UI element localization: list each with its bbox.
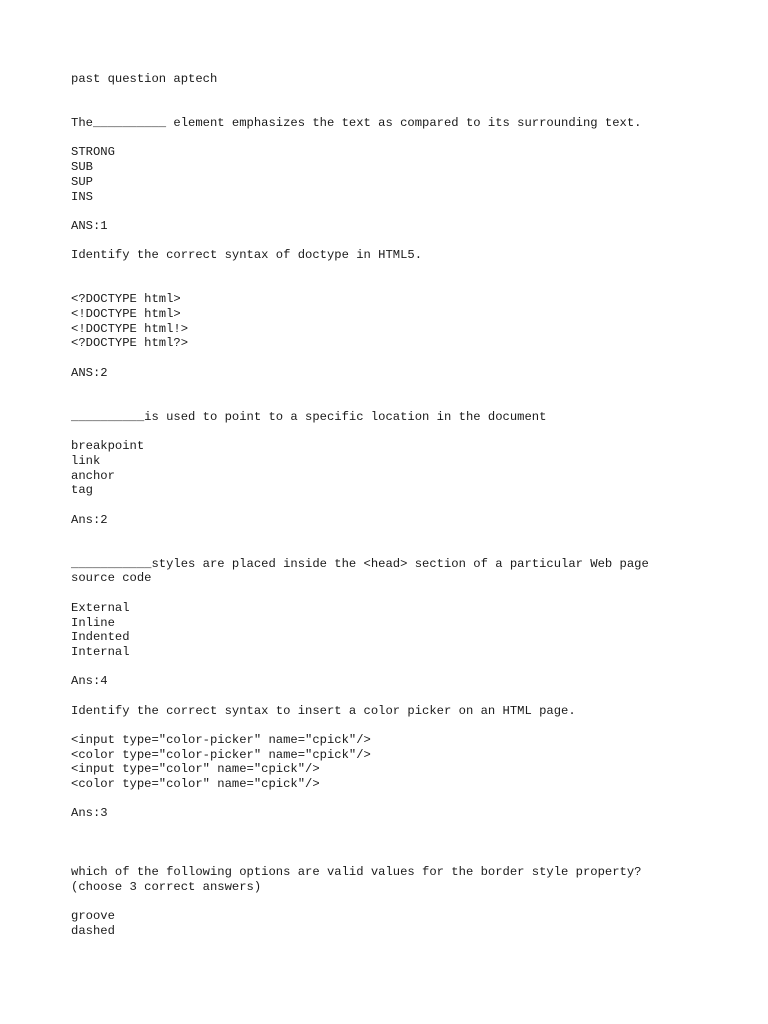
question-3-option-2: link [71,453,101,468]
question-4-answer: Ans:4 [71,674,108,689]
question-4-option-4: Internal [71,644,130,659]
question-6-option-2: dashed [71,923,115,938]
question-6-text-line-2: (choose 3 correct answers) [71,879,262,894]
question-3-text: __________is used to point to a specific location in the document [71,409,547,424]
question-5-option-2: <color type="color-picker" name="cpick"/> [71,747,371,762]
question-1-option-2: SUB [71,160,93,175]
question-2-option-1: <?DOCTYPE html> [71,292,181,307]
question-4-option-3: Indented [71,630,130,645]
question-2-option-2: <!DOCTYPE html> [71,307,181,322]
question-2-option-4: <?DOCTYPE html?> [71,336,189,351]
question-1-answer: ANS:1 [71,218,108,233]
question-1-text: The__________ element emphasizes the text as compared to its surrounding text. [71,116,642,131]
question-4-text-line-2: source code [71,571,152,586]
question-6-text-line-1: which of the following options are valid values for the border style property? [71,865,642,880]
question-1-option-3: SUP [71,174,93,189]
question-3-option-3: anchor [71,468,115,483]
question-1-option-4: INS [71,189,93,204]
question-3-option-4: tag [71,483,93,498]
question-5-answer: Ans:3 [71,806,108,821]
question-3-option-1: breakpoint [71,439,145,454]
question-6-option-1: groove [71,909,115,924]
question-3-answer: Ans:2 [71,512,108,527]
question-4-option-1: External [71,600,130,615]
question-2-option-3: <!DOCTYPE html!> [71,321,189,336]
document-page [71,72,731,939]
question-5-text: Identify the correct syntax to insert a color picker on an HTML page. [71,703,576,718]
question-4-option-2: Inline [71,615,115,630]
question-2-text: Identify the correct syntax of doctype in HTML5. [71,248,423,263]
document-title: past question aptech [71,72,218,86]
question-5-option-4: <color type="color" name="cpick"/> [71,777,320,792]
question-1-option-1: STRONG [71,145,115,160]
question-5-option-1: <input type="color-picker" name="cpick"/> [71,733,371,747]
question-4-text-line-1: ___________styles are placed inside the <head> section of a particular Web page [71,556,649,571]
question-2-answer: ANS:2 [71,365,108,380]
question-5-option-3: <input type="color" name="cpick"/> [71,762,320,777]
